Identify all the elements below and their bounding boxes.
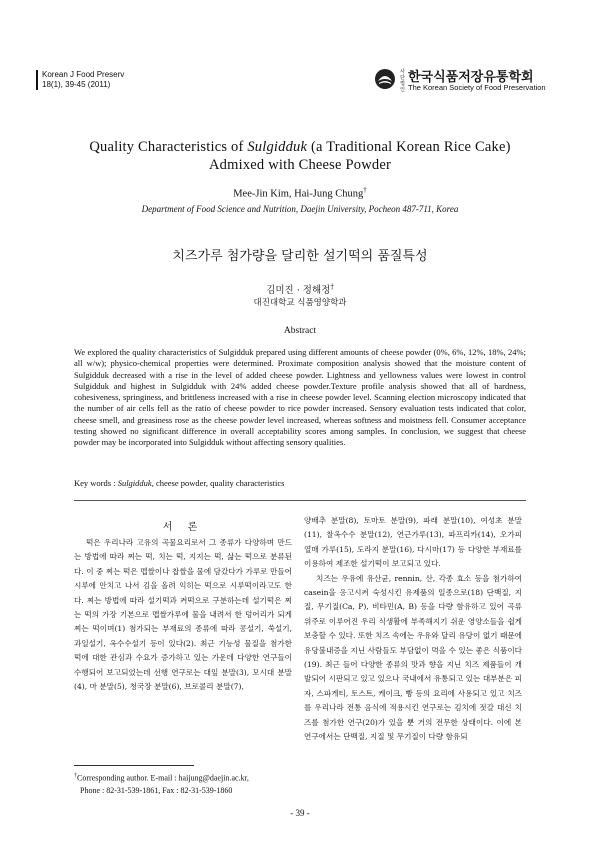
footnote-divider <box>74 765 194 766</box>
paper-title: Quality Characteristics of Sulgidduk (a Traditional Korean Rice Cake) Admixed with Cheese Powder <box>89 139 511 173</box>
journal-citation <box>36 70 124 90</box>
journal-name: Korean J Food Preserv <box>42 70 125 79</box>
journal-volume: 18(1), 39-45 (2011) <box>42 80 111 89</box>
author-affiliation: Department of Food Science and Nutrition, Daejin University, Pocheon 487-711, Korea <box>141 204 459 214</box>
paragraph: 떡은 우리나라 고유의 곡물요리로서 그 종류가 다양하며 만드는 방법에 따라 찌는 떡, 치는 떡, 지지는 떡, 삶는 떡으로 분류된다. 이 중 찌는 떡은 멥쌀이나 찹쌀을 물에 담갔다가 가루로 만들어 시루에 안치고 나서 김을 올려 익히는 떡으로 시루떡이라고도 한다. 찌는 방법에 따라 설기떡과 켜떡으로 구분하는데 설기떡은 찌는 떡의 가장 기본으로 멥쌀가루에 물을 내려서 한 덩어리가 되게 찌는 떡이며(1) 첨가되는 부재료의 종류에 따라 콩설기, 쑥설기, 과일설기, 옥수수설기 등이 있다(2). 최근 기능성 물질을 첨가한 떡에 대한 관심과 수요가 증가하고 있는 가운데 다양한 연구들이 수행되어 보고되었는데 선행 연구로는 대잎 분말(3), 모시대 분말(4), 마 분말(5), 청국장 분말(6), 브로콜리 분말(7), <box>74 538 292 692</box>
title-italic: Sulgidduk <box>247 139 308 155</box>
section-heading-introduction: 서 론 <box>162 522 204 533</box>
abstract-heading: Abstract <box>283 326 317 336</box>
society-name-korean: 한국식품저장유통학회 <box>408 70 534 85</box>
society-name-english: The Korean Society of Food Preservation <box>408 83 546 92</box>
footnote-email: Corresponding author. E-mail : haijung@daejin.ac.kr, <box>77 773 249 783</box>
keywords: Key words : Sulgidduk, cheese powder, quality characteristics <box>74 478 285 488</box>
divider <box>74 500 526 501</box>
society-logo-block <box>374 66 564 96</box>
page-number: - 39 - <box>290 808 310 818</box>
author-list: Mee-Jin Kim, Hai-Jung Chung† <box>233 186 367 200</box>
footnote: †Corresponding author. E-mail : haijung@daejin.ac.kr, Phone : 82-31-539-1861, Fax : 82-31-539-1860 <box>74 773 249 795</box>
abstract-body: We explored the quality characteristics of Sulgidduk prepared using different amounts of cheese powder (0%, 6%, 12%, 18%, 24%; all w/w); physico-chemical properties were determined. Proximate composition analysis showed that the moisture content of Sulgidduk decreased with a rise in the level of added cheese powder. Lightness and yellowness values were lowest in control Sulgidduk and highest in Sulgidduk with 24% added cheese powder.Texture profile analysis showed that all of hardness, cohesiveness, springiness, and brittleness increased with a rise in cheese powder level. Scanning election microscopy indicated that the number of air cells fell as the ratio of cheese powder to rice powder increased. Sensory evaluation tests indicated that color, cheese smell, and greasiness rose as the cheese powder level increased, whereas softness and moistness fell. Consumer acceptance testing showed no significant difference in overall acceptability scores among samples. In conclusion, we suggest that cheese powder may be incorporated into Sulgidduk without affecting sensory qualities. <box>74 347 526 448</box>
korean-authors: 김미진 · 정해정† <box>266 282 334 296</box>
author-mark: † <box>363 186 367 194</box>
society-corporate-label: 사단법인 <box>400 69 405 93</box>
paragraph: 치즈는 우유에 유산균, rennin, 산, 각종 효소 등을 첨가하여 casein을 응고시켜 숙성시킨 유제품의 일종으로(18) 단백질, 지질, 무기질(Ca, P), 비타민(A, B) 등을 다량 함유하고 있어 곡류 위주로 이루어진 우리 식생활에 부족해지기 쉬운 영양소들을 쉽게 보충할 수 있다. 또한 치즈 속에는 우유와 달리 유당이 없기 때문에 유당불내증을 지닌 사람들도 부담없이 먹을 수 있는 좋은 식품이다(19). 최근 들어 다양한 종류의 맛과 향을 지닌 치즈 제품들이 개발되어 시판되고 있고 있으나 국내에서 유통되고 있는 대부분은 피자, 스파게티, 토스트, 케이크, 빵 등의 요리에 사용되고 있고 치즈를 우리나라 전통 음식에 적용시킨 연구로는 김치에 젓갈 대신 치즈를 첨가한 연구(20)가 있을 뿐 거의 전무한 상태이다. 이에 본 연구에서는 단백질, 지질 및 무기질이 다량 함유되 <box>304 573 522 742</box>
society-emblem-icon <box>374 68 396 90</box>
paragraph: 양배추 분말(8), 토마토 분말(9), 파래 분말(10), 여성초 분말(11), 찰옥수수 분말(12), 연근가루(13), 파프리카(14), 오가피 열매 가루(15), 도라지 분말(16), 다시마(17) 등 다양한 부재료를 이용하여 제조한 설기떡이 보고되고 있다. <box>304 516 522 569</box>
footnote-phone: Phone : 82-31-539-1861, Fax : 82-31-539-1860 <box>80 785 233 795</box>
body-column-left <box>74 536 292 694</box>
korean-title: 치즈가루 첨가량을 달리한 설기떡의 품질특성 <box>172 249 428 264</box>
body-column-right <box>304 514 522 745</box>
korean-affiliation: 대진대학교 식품영양학과 <box>253 298 347 308</box>
